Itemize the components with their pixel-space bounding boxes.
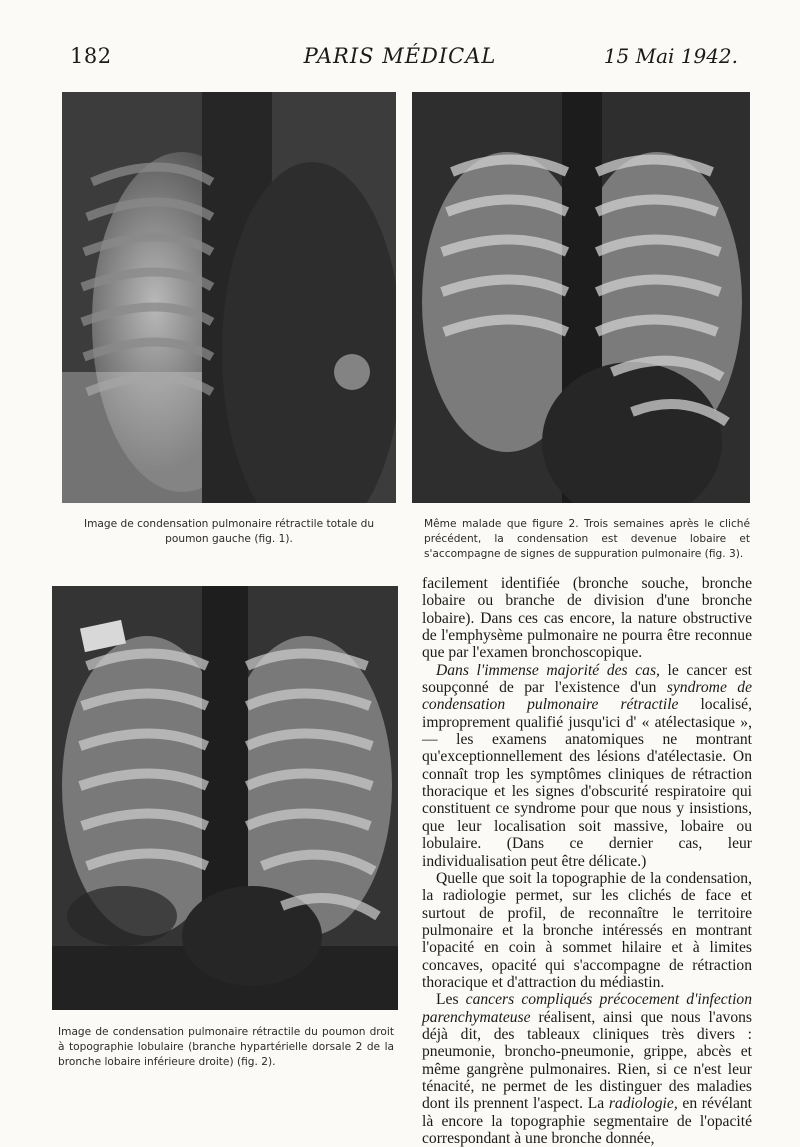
figure-1-caption-line2: poumon gauche (fig. 1). [165,533,293,545]
xray-figure-2 [52,586,398,1010]
paragraph-4 [422,991,752,1147]
xray-figure-1-image [62,92,396,503]
xray-figure-1 [62,92,396,503]
paragraph-3: Quelle que soit la topographie de la condensation, la radiologie permet, sur les clichés de face et surtout de profil, de reconnaître le territoire pulmonaire et la bronche intéressés en montrant l'opacité en coin à sommet hilaire et à limites concaves, opacité qui s'accompagne de rétraction thoracique et d'attraction du médiastin. [422,869,752,991]
paragraph-2-emphasis-1: Dans l'immense majorité des cas, [436,661,660,679]
paragraph-4-text-0: Les [436,991,466,1009]
paragraph-2-text-2: localisé, improprement qualifié jusqu'ici d' « atélectasique », — les examens anatomiques ne montrant qu'exceptionnellement des lésions d'atélectasie. On connaît trop les symptômes cliniques de rétraction thoracique et les signes d'obscurité respiratoire qui constituent ce syndrome pour que nous y insistions, que leur localisation soit massive, lobaire ou lobulaire. (Dans ce dernier cas, leur individualisation peut être délicate.) [422,696,752,870]
paragraph-4-text-2: en révélant là encore la topographie segmentaire de l'opacité correspondant à une bronche donnée, [422,1095,753,1147]
figure-3-caption: Même malade que figure 2. Trois semaines après le cliché précédent, la condensation est devenue lobaire et s'accompagne de signes de suppuration pulmonaire (fig. 3). [424,518,750,560]
page-number: 182 [70,44,112,68]
article-body [422,575,752,1147]
paragraph-2-text-1: le cancer est soupçonné de par l'existence d'un [422,661,753,697]
paragraph-2 [422,662,752,870]
xray-figure-2-image [52,586,398,1010]
paragraph-2-emphasis-2: syndrome de condensation pulmonaire rétractile [422,679,753,714]
xray-figure-3-image [412,92,750,503]
xray-figure-3 [412,92,750,503]
page-header [0,0,800,90]
journal-title: PARIS MÉDICAL [303,44,497,68]
paragraph-1: facilement identifiée (bronche souche, bronche lobaire ou branche de division d'une bronche lobaire). Dans ces cas encore, la nature obstructive de l'emphysème pulmonaire ne pourra être reconnue que par l'examen bronchoscopique. [422,575,752,662]
figure-1-caption [62,517,396,547]
paragraph-4-text-1: réalisent, ainsi que nous l'avons déjà dit, des tableaux cliniques très divers : pneumonie, broncho-pneumonie, grippe, abcès et même gangrène pulmonaires. Rien, si ce n'est leur ténacité, ne permet de les distinguer des maladies dont ils prennent l'aspect. La [422,1008,752,1113]
figure-2-caption: Image de condensation pulmonaire rétractile du poumon droit à topographie lobulaire (branche hypartérielle dorsale 2 de la bronche lobaire inférieure droite) (fig. 2). [58,1026,394,1068]
paragraph-4-emphasis-1: cancers compliqués précocement d'infection parenchymateuse [422,991,752,1026]
paragraph-4-emphasis-2: radiologie, [608,1095,678,1113]
issue-date: 15 Mai 1942. [603,44,738,68]
figure-1-caption-line1: Image de condensation pulmonaire rétractile totale du [83,518,375,530]
